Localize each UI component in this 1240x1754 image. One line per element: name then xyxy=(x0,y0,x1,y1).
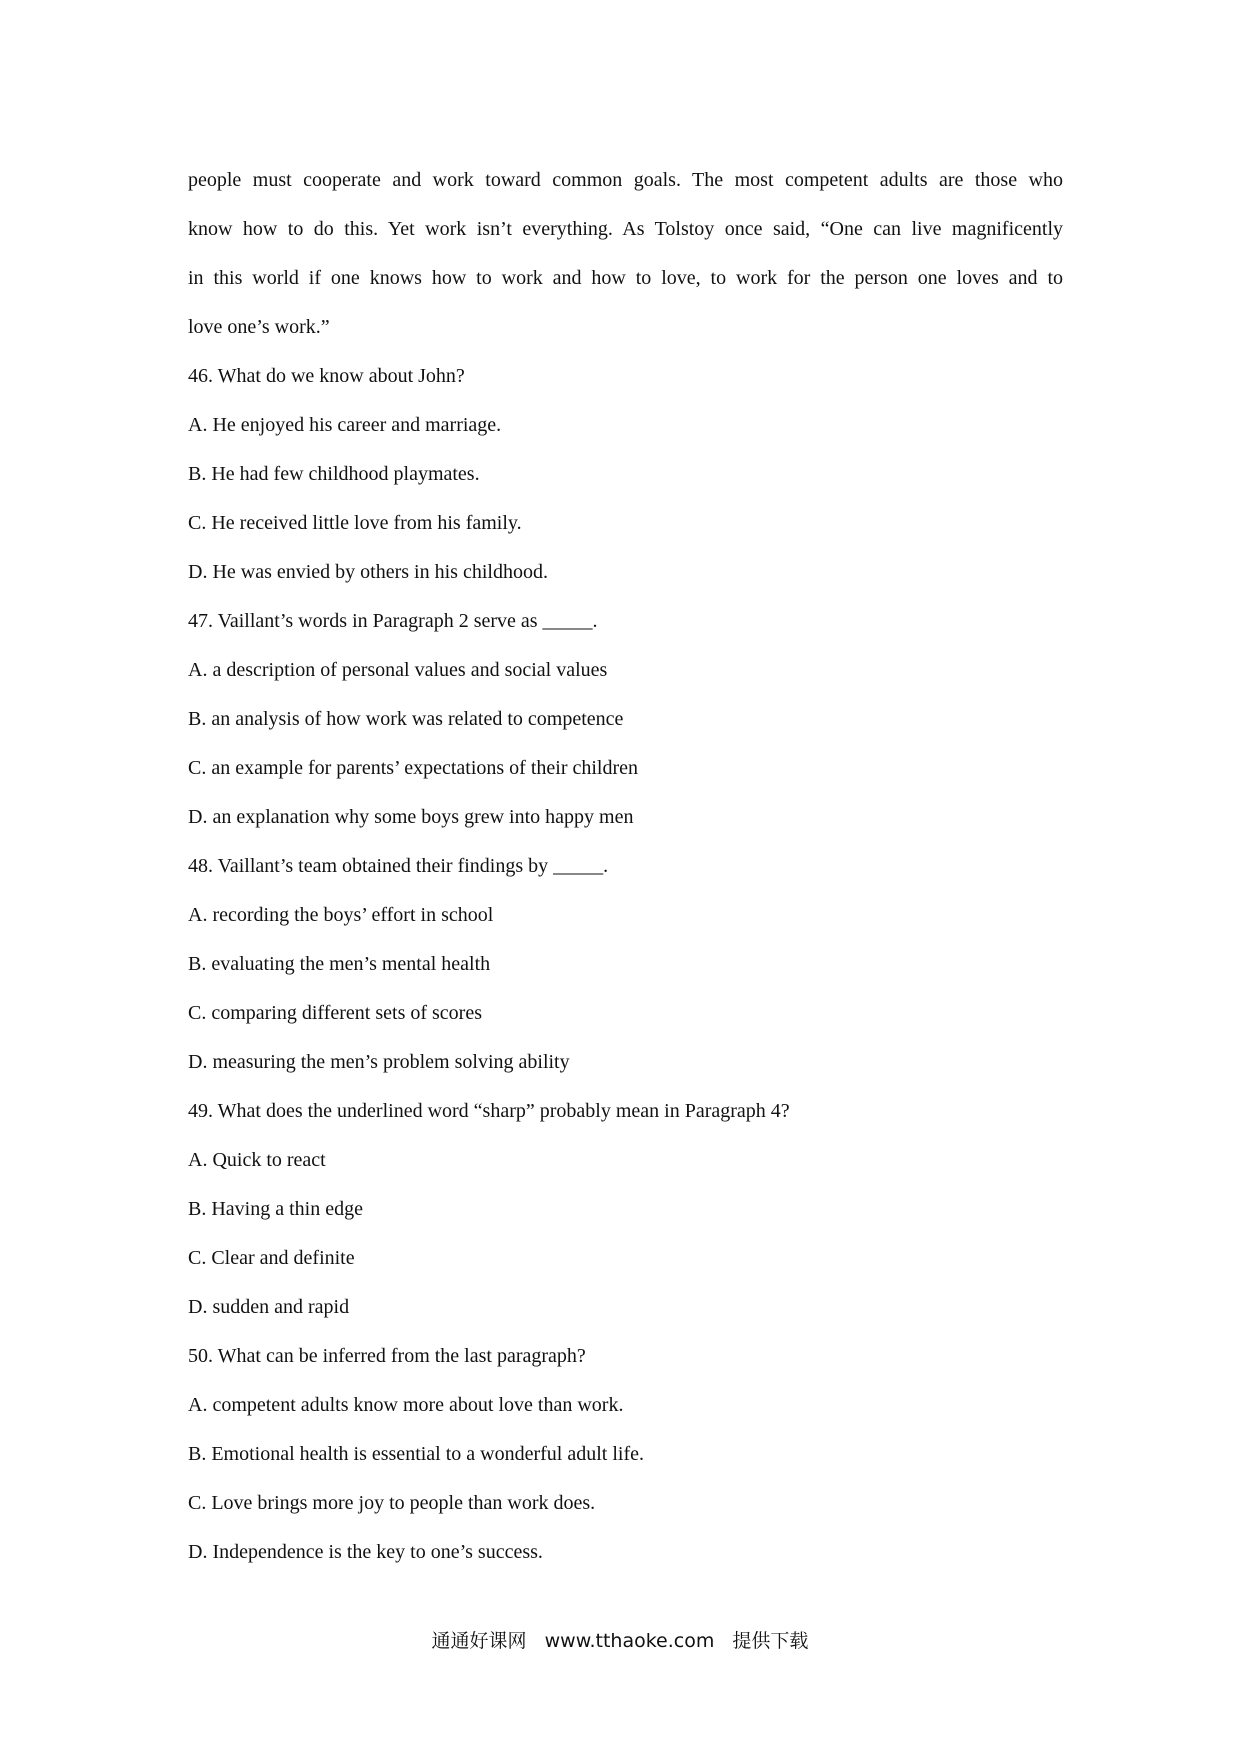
option-a: A. He enjoyed his career and marriage. xyxy=(188,414,502,436)
question-stem: 49. What does the underlined word “sharp” probably mean in Paragraph 4? xyxy=(188,1100,790,1122)
option-b: B. Emotional health is essential to a wonderful adult life. xyxy=(188,1443,645,1465)
option-d: D. sudden and rapid xyxy=(188,1296,350,1318)
footer-suffix: 提供下载 xyxy=(732,1630,809,1652)
page-footer xyxy=(0,1626,1240,1653)
passage-line: people must cooperate and work toward common goals. The most competent adults are those who xyxy=(188,169,1063,191)
option-a: A. a description of personal values and social values xyxy=(188,659,608,681)
option-c: C. Love brings more joy to people than work does. xyxy=(188,1492,596,1514)
question-47 xyxy=(188,597,1063,842)
question-stem: 50. What can be inferred from the last paragraph? xyxy=(188,1345,586,1367)
question-stem: 48. Vaillant’s team obtained their findings by _____. xyxy=(188,855,609,877)
option-d: D. He was envied by others in his childhood. xyxy=(188,561,548,583)
option-b: B. Having a thin edge xyxy=(188,1198,363,1220)
question-48 xyxy=(188,842,1063,1087)
option-a: A. Quick to react xyxy=(188,1149,326,1171)
option-c: C. comparing different sets of scores xyxy=(188,1002,482,1024)
question-50 xyxy=(188,1332,1063,1577)
option-b: B. evaluating the men’s mental health xyxy=(188,953,491,975)
option-a: A. recording the boys’ effort in school xyxy=(188,904,494,926)
option-c: C. He received little love from his family. xyxy=(188,512,522,534)
option-b: B. He had few childhood playmates. xyxy=(188,463,480,485)
passage-line: in this world if one knows how to work and how to love, to work for the person one loves and to xyxy=(188,267,1063,289)
passage-line: know how to do this. Yet work isn’t everything. As Tolstoy once said, “One can live magnificently xyxy=(188,218,1063,240)
passage-paragraph xyxy=(188,156,1063,352)
question-49 xyxy=(188,1087,1063,1332)
footer-site-name: 通通好课网 xyxy=(431,1630,527,1652)
passage-last-line: love one’s work.” xyxy=(188,316,330,338)
option-d: D. Independence is the key to one’s success. xyxy=(188,1541,543,1563)
option-b: B. an analysis of how work was related to competence xyxy=(188,708,624,730)
option-a: A. competent adults know more about love than work. xyxy=(188,1394,624,1416)
option-c: C. Clear and definite xyxy=(188,1247,355,1269)
page-content xyxy=(188,156,1063,1577)
question-46 xyxy=(188,352,1063,597)
option-d: D. an explanation why some boys grew into happy men xyxy=(188,806,634,828)
option-d: D. measuring the men’s problem solving ability xyxy=(188,1051,570,1073)
question-stem: 46. What do we know about John? xyxy=(188,365,465,387)
footer-url[interactable]: www.tthaoke.com xyxy=(544,1630,715,1652)
option-c: C. an example for parents’ expectations of their children xyxy=(188,757,639,779)
question-stem: 47. Vaillant’s words in Paragraph 2 serve as _____. xyxy=(188,610,598,632)
